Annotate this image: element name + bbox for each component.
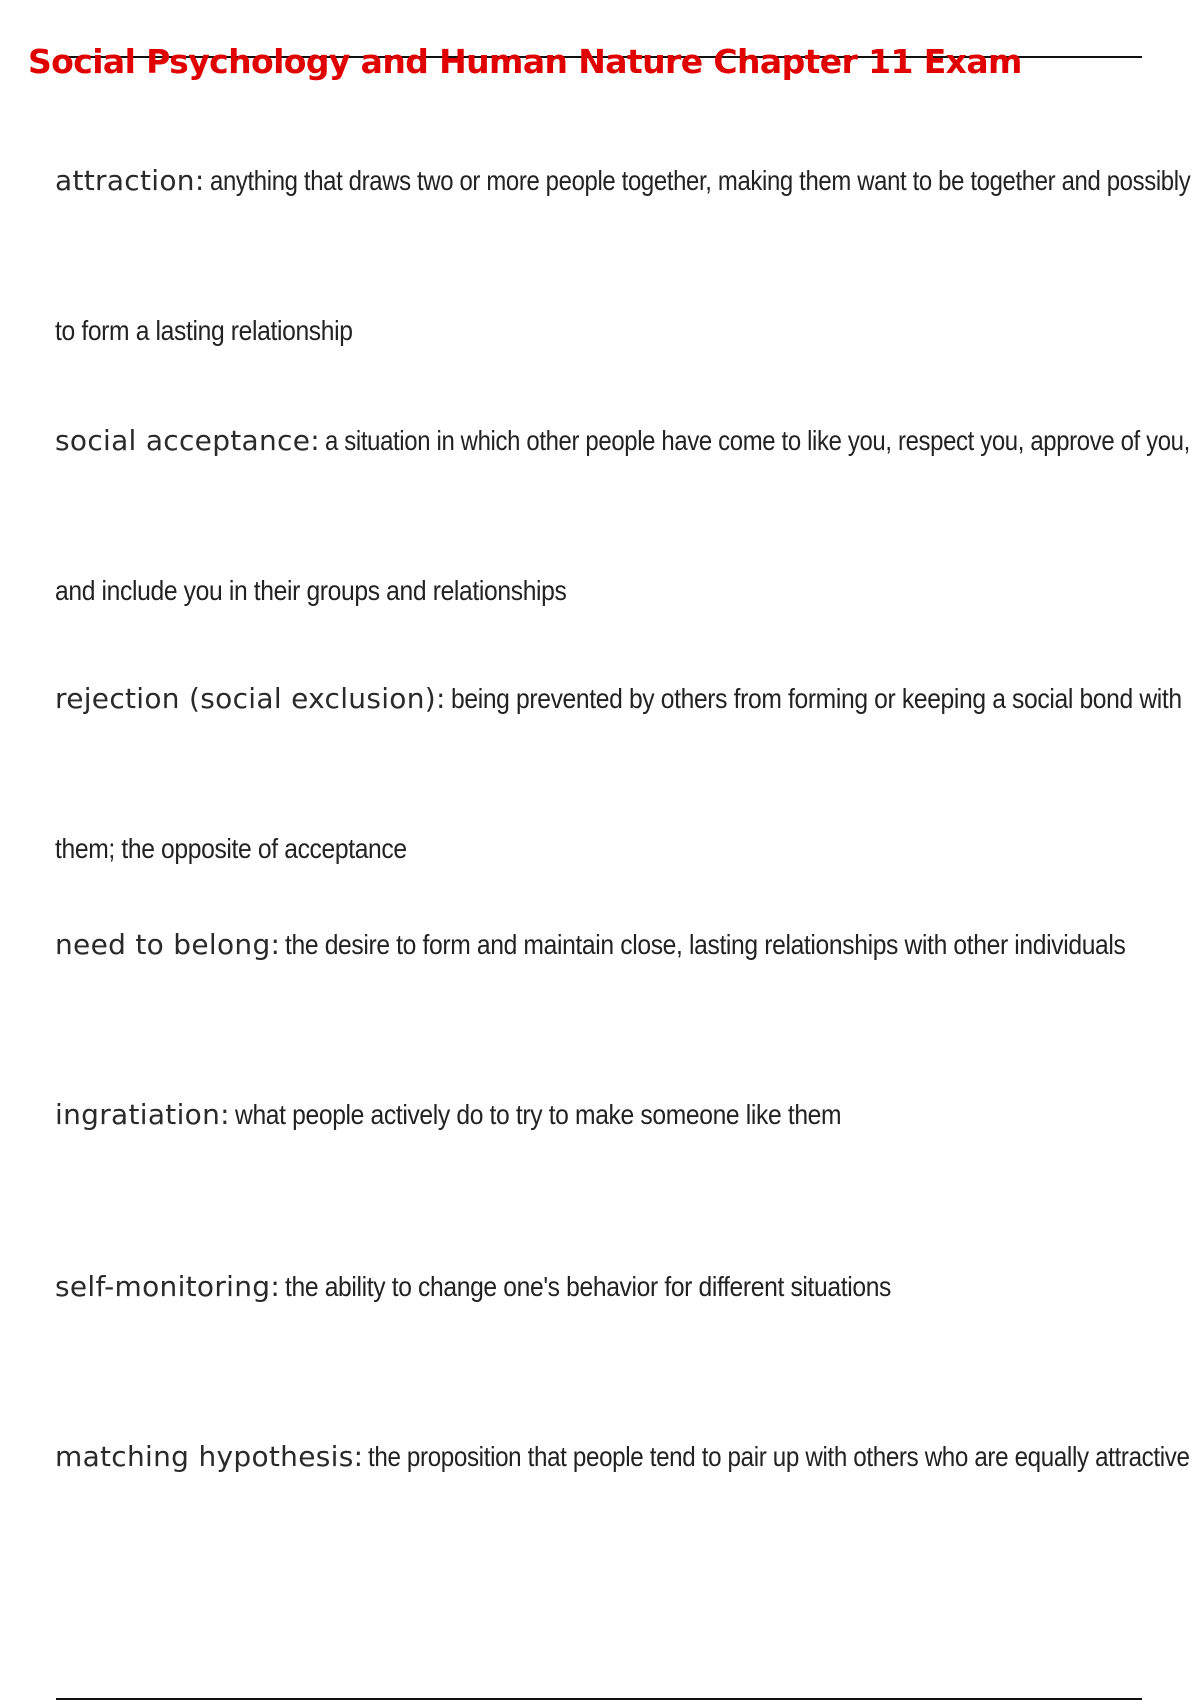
term-entry-rejection (55, 682, 1200, 716)
term-entry-matching-hypothesis (55, 1440, 1200, 1474)
term-definition: what people actively do to try to make someone like them (234, 1099, 842, 1130)
term-entry-social-acceptance (55, 424, 1200, 458)
term-definition: the ability to change one's behavior for different situations (285, 1271, 892, 1302)
page-title: Social Psychology and Human Nature Chapter 11 Exam (28, 42, 1022, 81)
term-label: attraction: (55, 164, 205, 197)
term-entry-self-monitoring (55, 1270, 974, 1304)
term-definition: the proposition that people tend to pair up with others who are equally attractive (368, 1441, 1191, 1472)
term-definition: a situation in which other people have come to like you, respect you, approve of you, (325, 425, 1191, 456)
term-definition-continuation (55, 314, 393, 348)
term-label: matching hypothesis: (55, 1440, 364, 1473)
term-label: social acceptance: (55, 424, 321, 457)
term-label: rejection (social exclusion): (55, 682, 446, 715)
term-definition: the desire to form and maintain close, lasting relationships with other individuals (285, 929, 1126, 960)
term-label: ingratiation: (55, 1098, 230, 1131)
term-definition-continuation (55, 832, 455, 866)
definition-continuation-text: to form a lasting relationship (55, 315, 353, 346)
term-entry-ingratiation (55, 1098, 924, 1132)
term-label: self-monitoring: (55, 1270, 281, 1303)
term-definition-continuation (55, 574, 636, 608)
term-definition: anything that draws two or more people together, making them want to be together and possibly (209, 165, 1190, 196)
term-definition: being prevented by others from forming or keeping a social bond with (450, 683, 1182, 714)
definition-continuation-text: and include you in their groups and relationships (55, 575, 567, 606)
term-label: need to belong: (55, 928, 281, 961)
definition-continuation-text: them; the opposite of acceptance (55, 833, 407, 864)
term-entry-need-to-belong (55, 928, 1200, 962)
term-entry-attraction (55, 164, 1200, 198)
